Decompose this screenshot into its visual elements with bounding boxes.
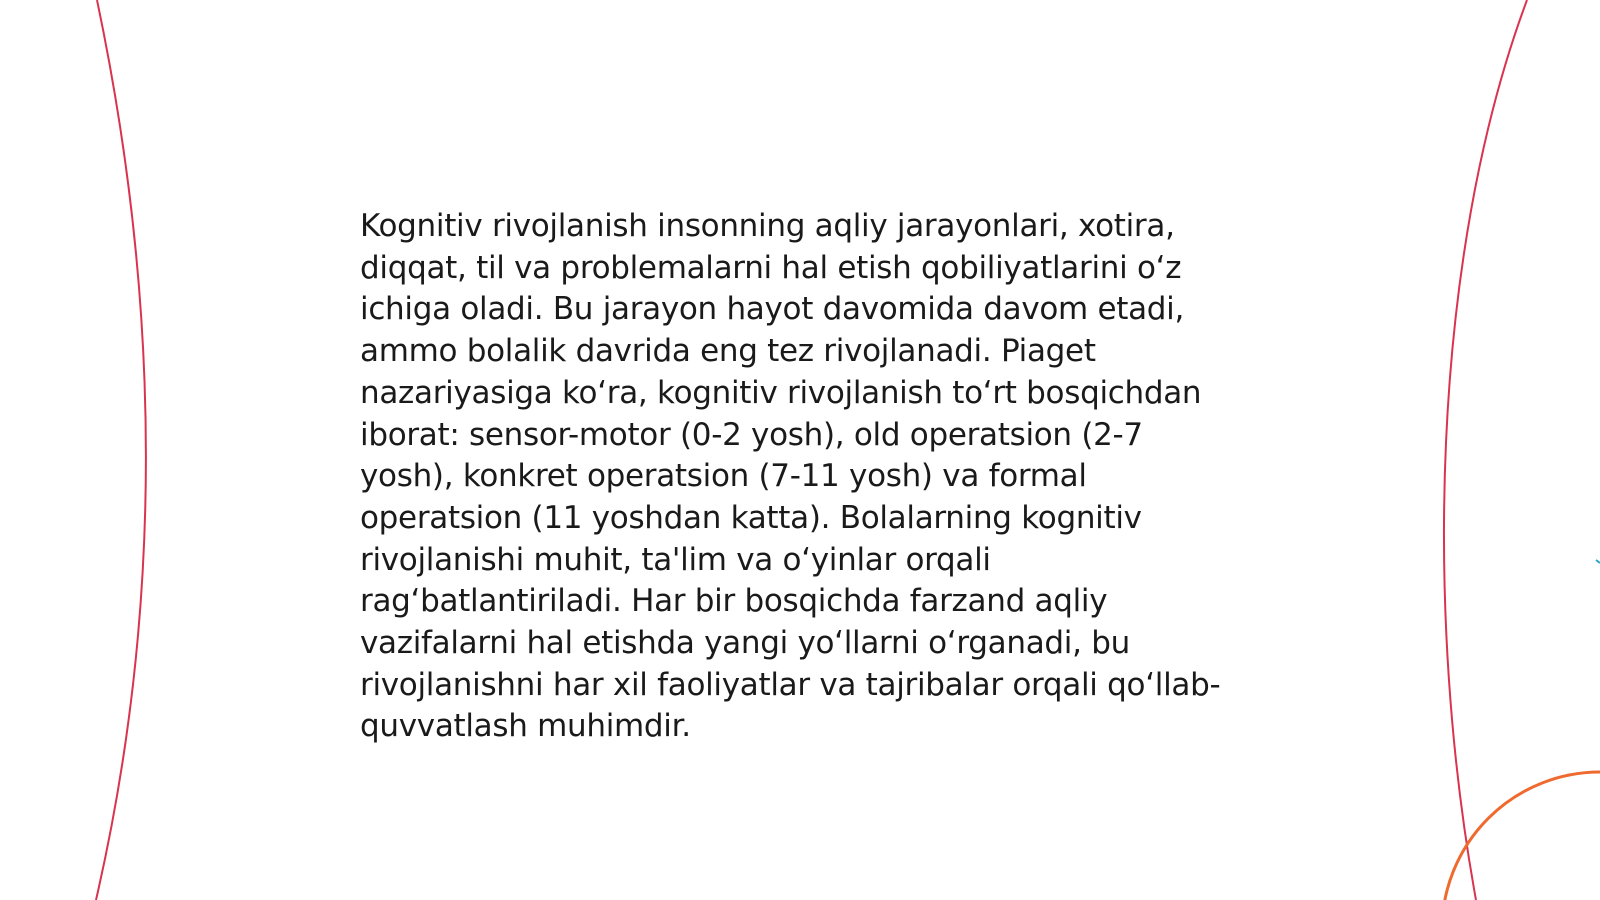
edge-accent-mark (1596, 560, 1600, 563)
left-curve-line (96, 0, 146, 900)
right-curve-line (1444, 0, 1527, 900)
slide-body-text: Kognitiv rivojlanish insonning aqliy jarayonlari, xotira, diqqat, til va problemalarni hal etish qobiliyatlarini o‘z ichiga oladi. Bu jarayon hayot davomida davom etadi, ammo bolalik davrida eng tez rivojlanadi. Piaget nazariyasiga ko‘ra, kognitiv rivojlanish to‘rt bosqichdan iborat: sensor-motor (0-2 yosh), old operatsion (2-7 yosh), konkret operatsion (7-11 yosh) va formal operatsion (11 yoshdan katta). Bolalarning kognitiv rivojlanishi muhit, ta'lim va o‘yinlar orqali rag‘batlantiriladi. Har bir bosqichda farzand aqliy vazifalarni hal etishda yangi yo‘llarni o‘rganadi, bu rivojlanishni har xil faoliyatlar va tajribalar orqali qo‘llab-quvvatlash muhimdir. (360, 208, 1221, 745)
